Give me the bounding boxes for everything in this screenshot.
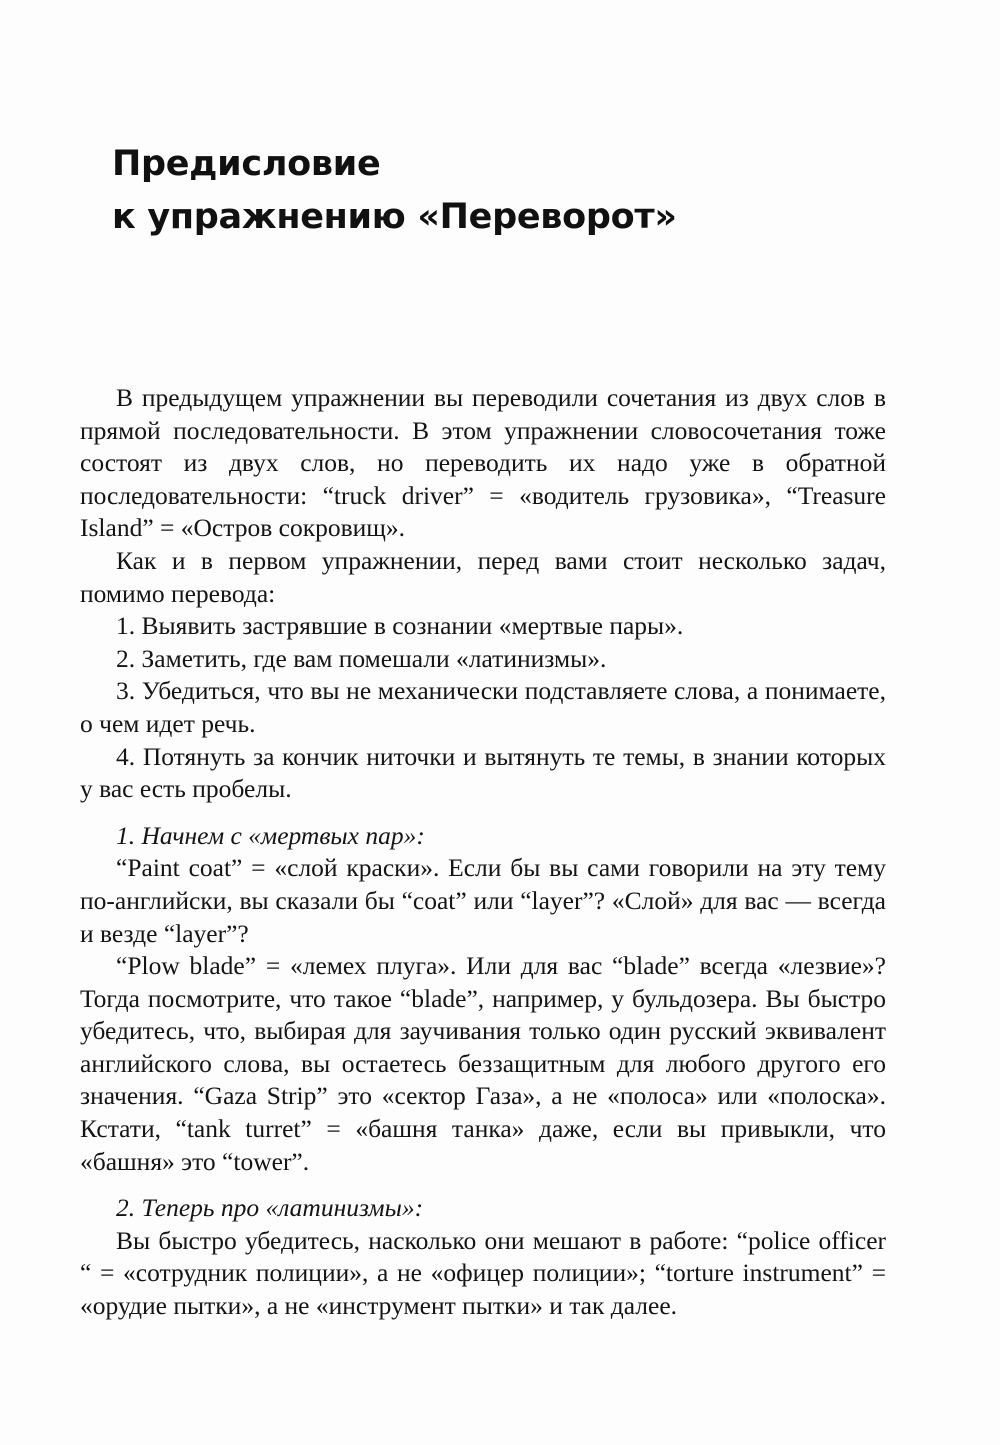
task-item-2: 2. Заметить, где вам помешали «латинизмы». <box>116 643 607 673</box>
chapter-title <box>112 138 912 244</box>
section-2-paragraph-1: Вы быстро убедитесь, насколько они мешают в работе: “police officer “ = «сотрудник полиции», а не «офицер полиции»; “torture instrument” = «орудие пытки», а не «инструмент пытки» и так далее. <box>80 1225 886 1321</box>
intro-paragraph: В предыдущем упражнении вы переводили сочетания из двух слов в прямой последовательности. В этом упражнении словосочетания тоже состоят из двух слов, но переводить их надо уже в обратной последовательности: “truck driver” = «водитель грузовика», “Treasure Island” = «Остров сокровищ». <box>80 383 886 543</box>
chapter-title-line-1: Предисловие <box>112 144 381 184</box>
section-1-paragraph-1: “Paint coat” = «слой краски». Если бы вы сами говорили на эту тему по-английски, вы сказали бы “coat” или “layer”? «Слой» для вас — всегда и везде “layer”? <box>80 853 886 948</box>
chapter-title-line-2: к упражнению «Переворот» <box>112 197 677 237</box>
task-item-4: 4. Потянуть за кончик ниточки и вытянуть те темы, в знании которых у вас есть пробелы. <box>80 741 886 804</box>
task-item-3: 3. Убедиться, что вы не механически подставляете слова, а понимаете, о чем идет речь. <box>80 676 886 738</box>
tasks-intro-paragraph: Как и в первом упражнении, перед вами стоит несколько задач, помимо перевода: <box>80 545 886 608</box>
section-2-heading: 2. Теперь про «латинизмы»: <box>116 1193 424 1223</box>
section-1-heading: 1. Начнем с «мертвых пар»: <box>116 820 425 850</box>
body-text <box>80 382 886 1323</box>
task-item-1: 1. Выявить застрявшие в сознании «мертвые пары». <box>116 611 684 641</box>
section-1-paragraph-2: “Plow blade” = «лемех плуга». Или для вас “blade” всегда «лезвие»? Тогда посмотрите, что такое “blade”, например, у бульдозера. Вы быстро убедитесь, что, выбирая для заучивания только один русский эквивалент английского слова, вы остаетесь беззащитным для любого другого его значения. “Gaza Strip” это «сектор Газа», а не «полоса» или «полоска». Кстати, “tank turret” = «башня танка» даже, если вы привыкли, что «башня» это “tower”. <box>80 951 886 1176</box>
